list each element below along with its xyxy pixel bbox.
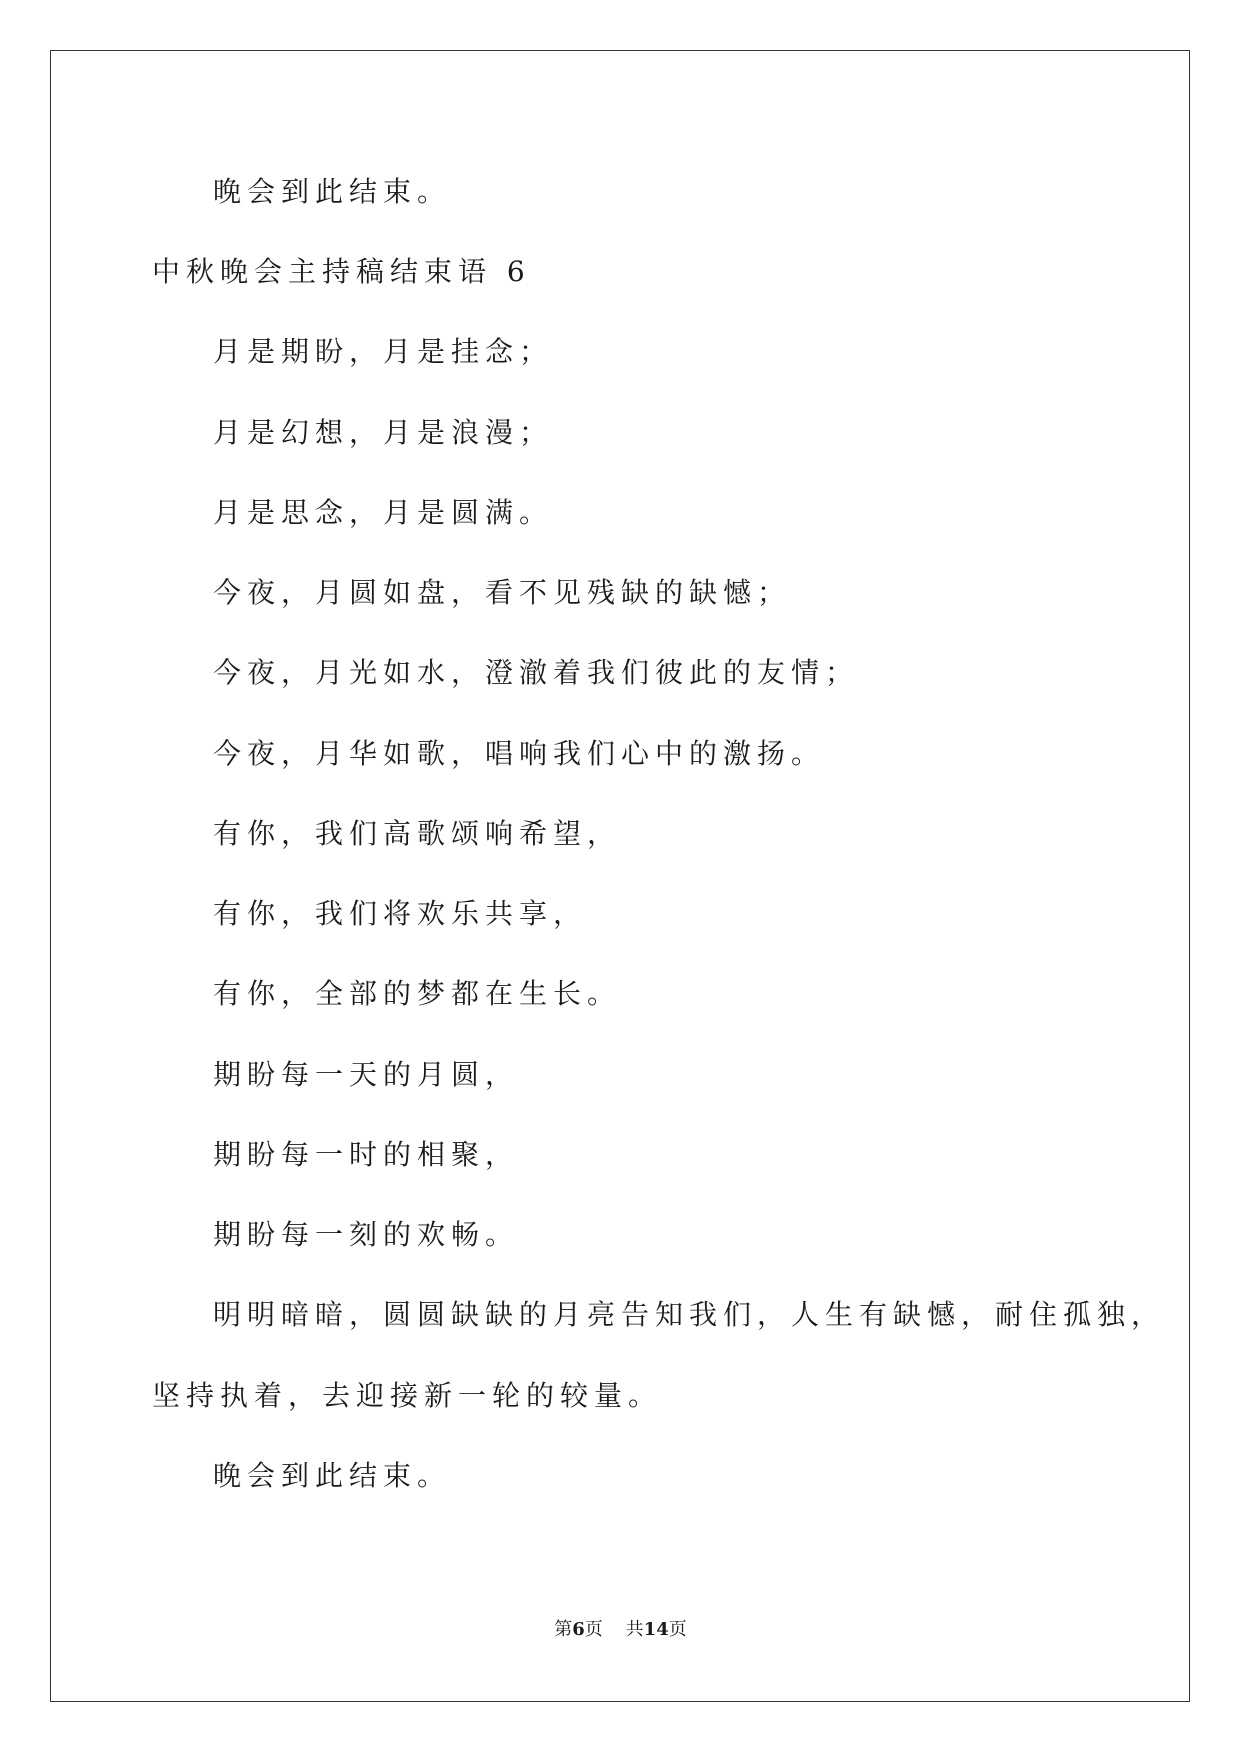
paragraph: 有你，我们将欢乐共享， bbox=[213, 897, 588, 930]
page-footer bbox=[0, 1618, 1241, 1642]
paragraph: 明明暗暗，圆圆缺缺的月亮告知我们，人生有缺憾，耐住孤独， bbox=[213, 1298, 1166, 1331]
paragraph-continuation: 坚持执着，去迎接新一轮的较量。 bbox=[152, 1379, 663, 1412]
paragraph: 月是思念，月是圆满。 bbox=[213, 496, 554, 529]
paragraph: 今夜，月圆如盘，看不见残缺的缺憾； bbox=[213, 576, 792, 609]
page-number: 6 bbox=[572, 1619, 585, 1640]
paragraph: 期盼每一天的月圆， bbox=[213, 1058, 520, 1091]
page-border bbox=[50, 50, 1190, 1702]
section-heading: 中秋晚会主持稿结束语 6 bbox=[152, 255, 531, 288]
paragraph: 今夜，月华如歌，唱响我们心中的激扬。 bbox=[213, 737, 826, 770]
paragraph: 有你，我们高歌颂响希望， bbox=[213, 817, 622, 850]
total-pages: 14 bbox=[643, 1619, 669, 1640]
footer-total-prefix: 共 bbox=[625, 1619, 644, 1640]
paragraph: 期盼每一时的相聚， bbox=[213, 1138, 520, 1171]
paragraph: 期盼每一刻的欢畅。 bbox=[213, 1218, 520, 1251]
paragraph: 月是幻想，月是浪漫； bbox=[213, 416, 554, 449]
footer-page-suffix: 页 bbox=[584, 1619, 603, 1640]
footer-total-suffix: 页 bbox=[668, 1619, 687, 1640]
paragraph: 今夜，月光如水，澄澈着我们彼此的友情； bbox=[213, 656, 860, 689]
paragraph: 晚会到此结束。 bbox=[213, 1459, 452, 1492]
footer-prefix: 第 bbox=[554, 1619, 573, 1640]
paragraph: 晚会到此结束。 bbox=[213, 175, 452, 208]
paragraph: 月是期盼，月是挂念； bbox=[213, 335, 554, 368]
paragraph: 有你，全部的梦都在生长。 bbox=[213, 977, 622, 1010]
